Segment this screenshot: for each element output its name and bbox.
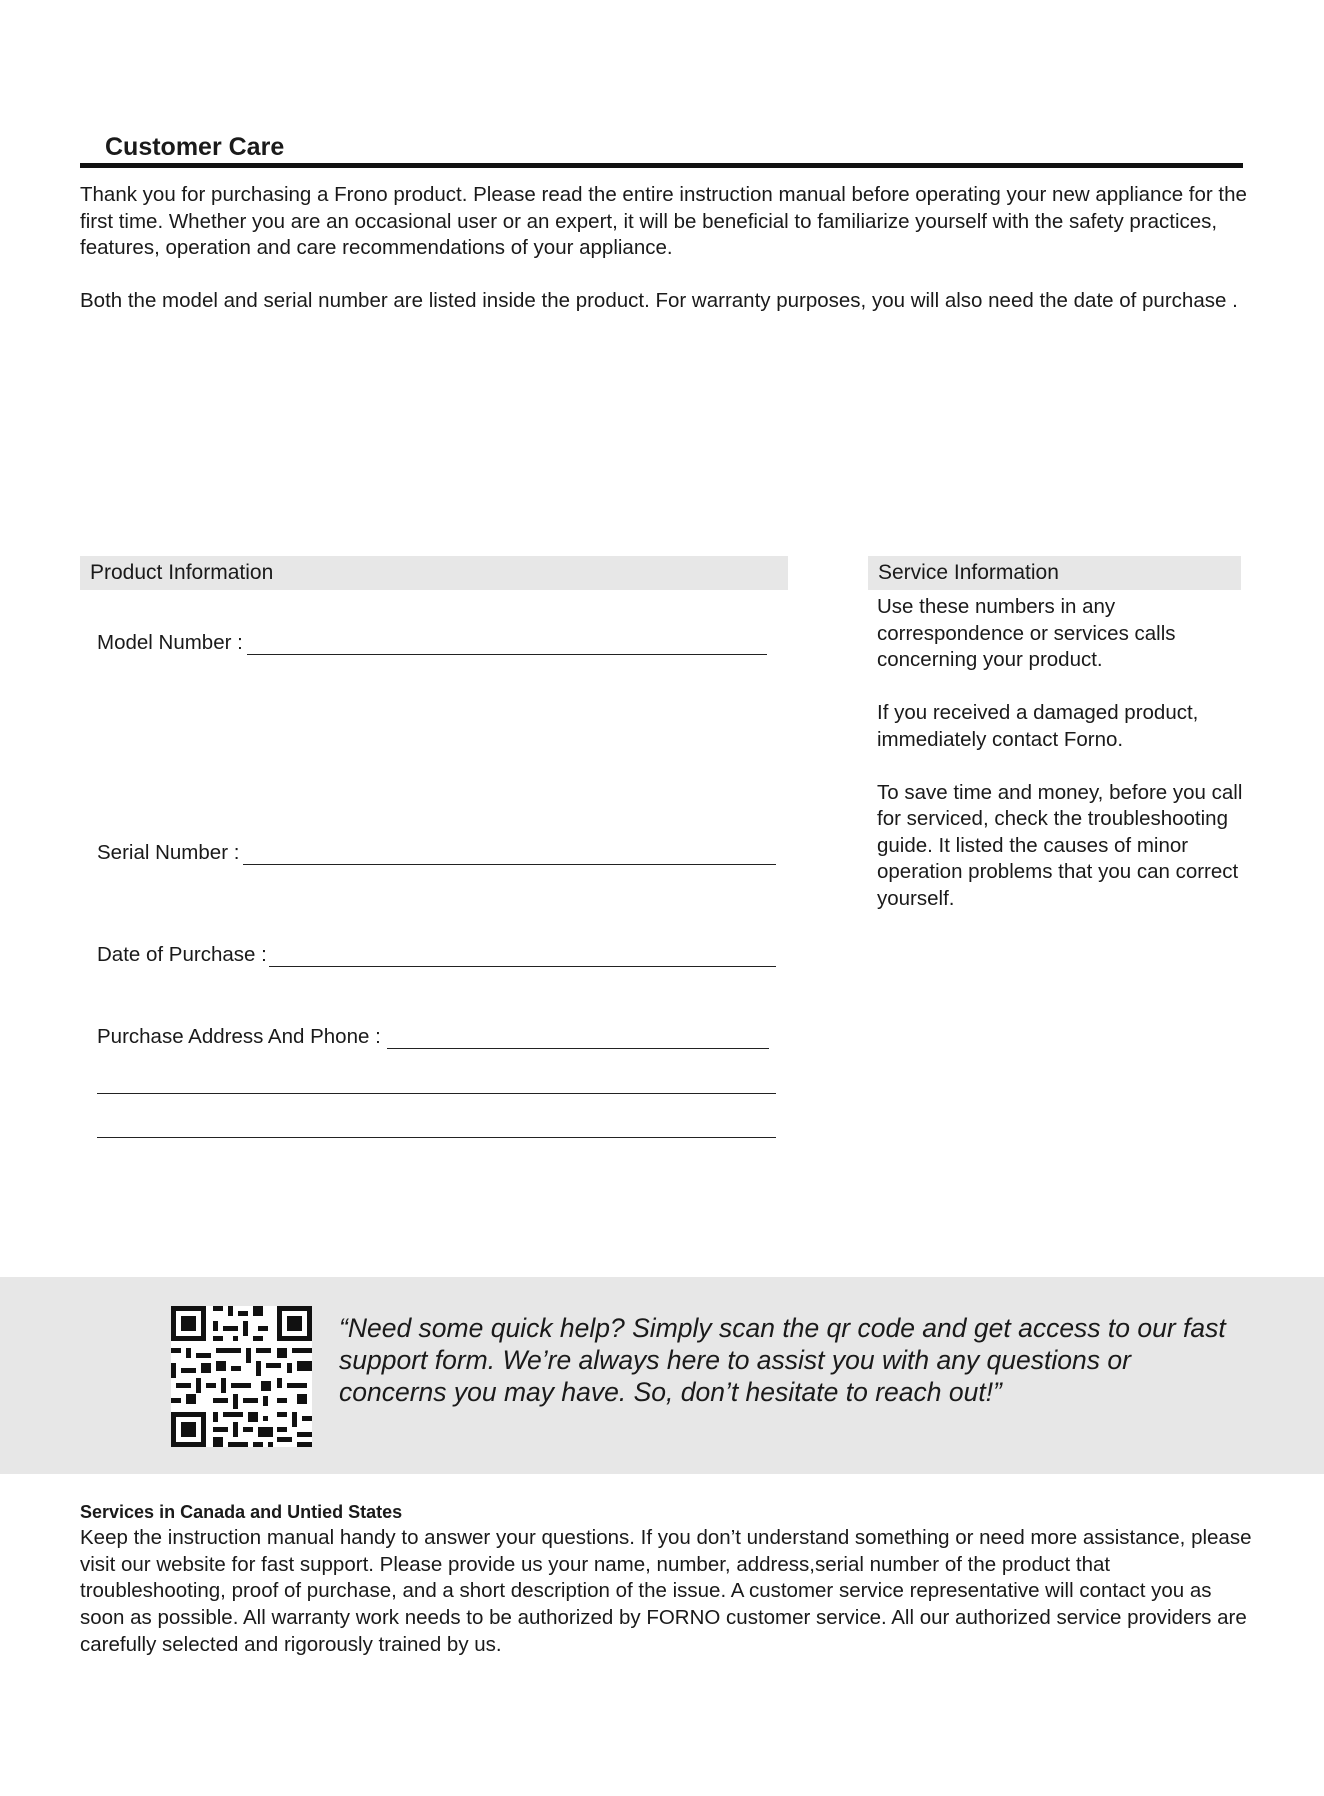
purchase-date-label: Date of Purchase : — [97, 943, 267, 966]
services-text: Keep the instruction manual handy to answer your questions. If you don’t understand something or need more assistance, please visit our website for fast support. Please provide us your name, number, address,serial number of the product that troubleshooting, proof of purchase, and a short description of the issue. A customer service representative will contact you as soon as possible. All warranty work needs to be authorized by FORNO customer service. All our authorized service providers are carefully selected and rigorously trained by us. — [80, 1526, 1252, 1656]
purchase-address-line[interactable] — [387, 1024, 769, 1049]
purchase-address-line-3[interactable] — [97, 1137, 776, 1138]
qr-code-icon[interactable] — [171, 1306, 312, 1447]
quick-help-quote: “Need some quick help? Simply scan the qr code and get access to our fast support form. We’re always here to assist you with any questions or concerns you may have. So, don’t hesitate to reach out!” — [339, 1313, 1226, 1407]
services-title: Services in Canada and Untied States — [80, 1502, 403, 1522]
purchase-address-line-2[interactable] — [97, 1093, 776, 1094]
intro-paragraph-2: Both the model and serial number are listed inside the product. For warranty purposes, you will also need the date of purchase . — [80, 289, 1238, 312]
intro-text-2 — [80, 288, 1250, 315]
service-paragraph-2: If you received a damaged product, immediately contact Forno. — [877, 701, 1199, 751]
heading-divider — [80, 163, 1243, 168]
service-info-header: Service Information — [868, 556, 1241, 590]
intro-paragraph-1: Thank you for purchasing a Frono product. Please read the entire instruction manual before operating your new appliance for the first time. Whether you are an occasional user or an expert, it will be beneficial to familiarize yourself with the safety practices, features, operation and care recommendations of your appliance. — [80, 183, 1247, 259]
purchase-address-label: Purchase Address And Phone : — [97, 1025, 381, 1048]
page-title: Customer Care — [105, 133, 285, 161]
serial-number-line[interactable] — [243, 840, 776, 865]
purchase-date-field[interactable] — [97, 942, 776, 967]
serial-number-field[interactable] — [97, 840, 776, 865]
model-number-label: Model Number : — [97, 631, 243, 654]
serial-number-label: Serial Number : — [97, 841, 240, 864]
purchase-address-field[interactable] — [97, 1024, 769, 1049]
intro-text — [80, 182, 1250, 262]
service-info-text — [877, 594, 1247, 939]
model-number-line[interactable] — [247, 630, 767, 655]
product-info-header: Product Information — [80, 556, 788, 590]
purchase-date-line[interactable] — [269, 942, 776, 967]
service-paragraph-3: To save time and money, before you call for serviced, check the troubleshooting guide. It listed the causes of minor operation problems that you can correct yourself. — [877, 780, 1243, 910]
service-paragraph-1: Use these numbers in any correspondence or services calls concerning your product. — [877, 595, 1176, 671]
model-number-field[interactable] — [97, 630, 767, 655]
